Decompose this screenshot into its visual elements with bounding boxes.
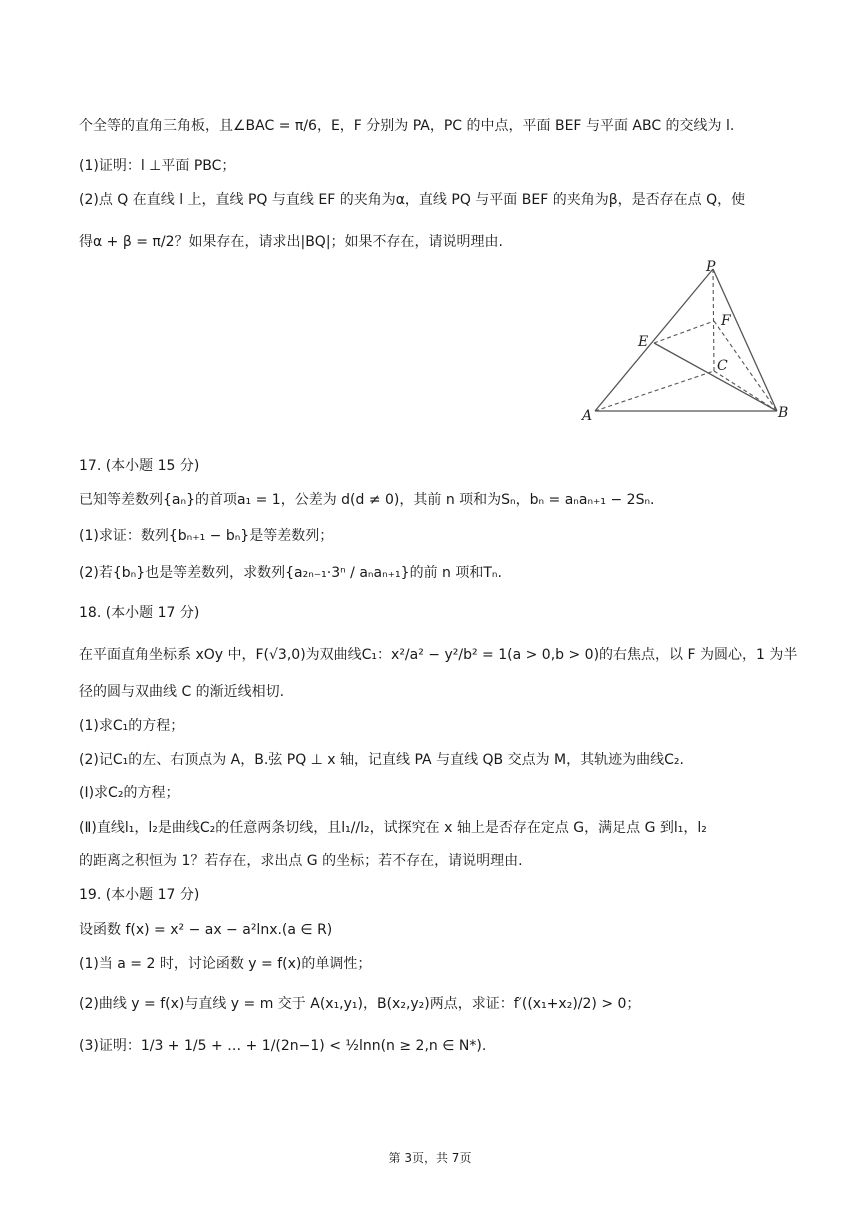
q17-part1-text: (1)求证：数列{bₙ₊₁ − bₙ}是等差数列；: [79, 528, 334, 544]
edge-ac: [595, 371, 714, 411]
q18-intro1-text: 在平面直角坐标系 xOy 中，F(√3,0)为双曲线C₁：x²/a² − y²/b² = 1(a > 0,b > 0)的右焦点，以 F 为圆心，1 为半: [79, 647, 798, 663]
label-p: P: [706, 259, 716, 275]
q18-header-text: 18. (本小题 17 分): [79, 605, 200, 621]
edge-pc: [713, 269, 714, 371]
q19-part1-text: (1)当 a = 2 时，讨论函数 y = f(x)的单调性；: [79, 956, 372, 972]
q16-part2b-text: 得α + β = π/2？如果存在，请求出|BQ|；如果不存在，请说明理由.: [79, 234, 503, 250]
label-e: E: [638, 334, 649, 350]
q16-part1-text: (1)证明：l ⊥平面 PBC；: [79, 158, 236, 174]
q17-header-text: 17. (本小题 15 分): [79, 458, 200, 474]
edge-ap: [595, 269, 713, 411]
page-footer: 第 3页，共 7页: [388, 1151, 472, 1165]
geometry-figure: [576, 255, 826, 430]
label-a: A: [582, 408, 593, 424]
q17-intro-text: 已知等差数列{aₙ}的首项a₁ = 1，公差为 d(d ≠ 0)，其前 n 项和为Sₙ，bₙ = aₙaₙ₊₁ − 2Sₙ.: [79, 492, 655, 508]
q18-intro2-text: 径的圆与双曲线 C 的渐近线相切.: [79, 684, 285, 700]
q19-part2-text: (2)曲线 y = f(x)与直线 y = m 交于 A(x₁,y₁)，B(x₂,y₂)两点，求证：f′((x₁+x₂)/2) > 0；: [79, 996, 641, 1012]
q18-part2ii-b-text: 的距离之积恒为 1？若存在，求出点 G 的坐标；若不存在，请说明理由.: [79, 853, 523, 869]
q18-part2-text: (2)记C₁的左、右顶点为 A，B.弦 PQ ⊥ x 轴，记直线 PA 与直线 QB 交点为 M，其轨迹为曲线C₂.: [79, 752, 684, 768]
label-f: F: [721, 313, 731, 329]
q17-part2-text: (2)若{bₙ}也是等差数列，求数列{a₂ₙ₋₁·3ⁿ / aₙaₙ₊₁}的前 n 项和Tₙ.: [79, 565, 502, 581]
q19-intro-text: 设函数 f(x) = x² − ax − a²lnx.(a ∈ R): [79, 922, 333, 938]
edge-eb: [654, 343, 777, 411]
edge-ef: [654, 321, 714, 343]
label-b: B: [778, 405, 789, 421]
q18-part2i-text: (Ⅰ)求C₂的方程；: [79, 785, 180, 801]
q19-header-text: 19. (本小题 17 分): [79, 887, 200, 903]
q16-part2a-text: (2)点 Q 在直线 l 上，直线 PQ 与直线 EF 的夹角为α，直线 PQ 与平面 BEF 的夹角为β，是否存在点 Q，使: [79, 192, 746, 208]
label-c: C: [717, 358, 728, 374]
edge-pb: [713, 269, 777, 411]
q18-part2ii-a-text: (Ⅱ)直线l₁，l₂是曲线C₂的任意两条切线，且l₁//l₂，试探究在 x 轴上是否存在定点 G，满足点 G 到l₁，l₂: [79, 820, 707, 836]
q18-part1-text: (1)求C₁的方程；: [79, 718, 185, 734]
q19-part3-text: (3)证明：1/3 + 1/5 + … + 1/(2n−1) < ½lnn(n ≥ 2,n ∈ N*).: [79, 1038, 487, 1054]
q16-intro-text: 个全等的直角三角板，且∠BAC = π/6，E，F 分别为 PA，PC 的中点，平面 BEF 与平面 ABC 的交线为 l.: [79, 118, 735, 134]
